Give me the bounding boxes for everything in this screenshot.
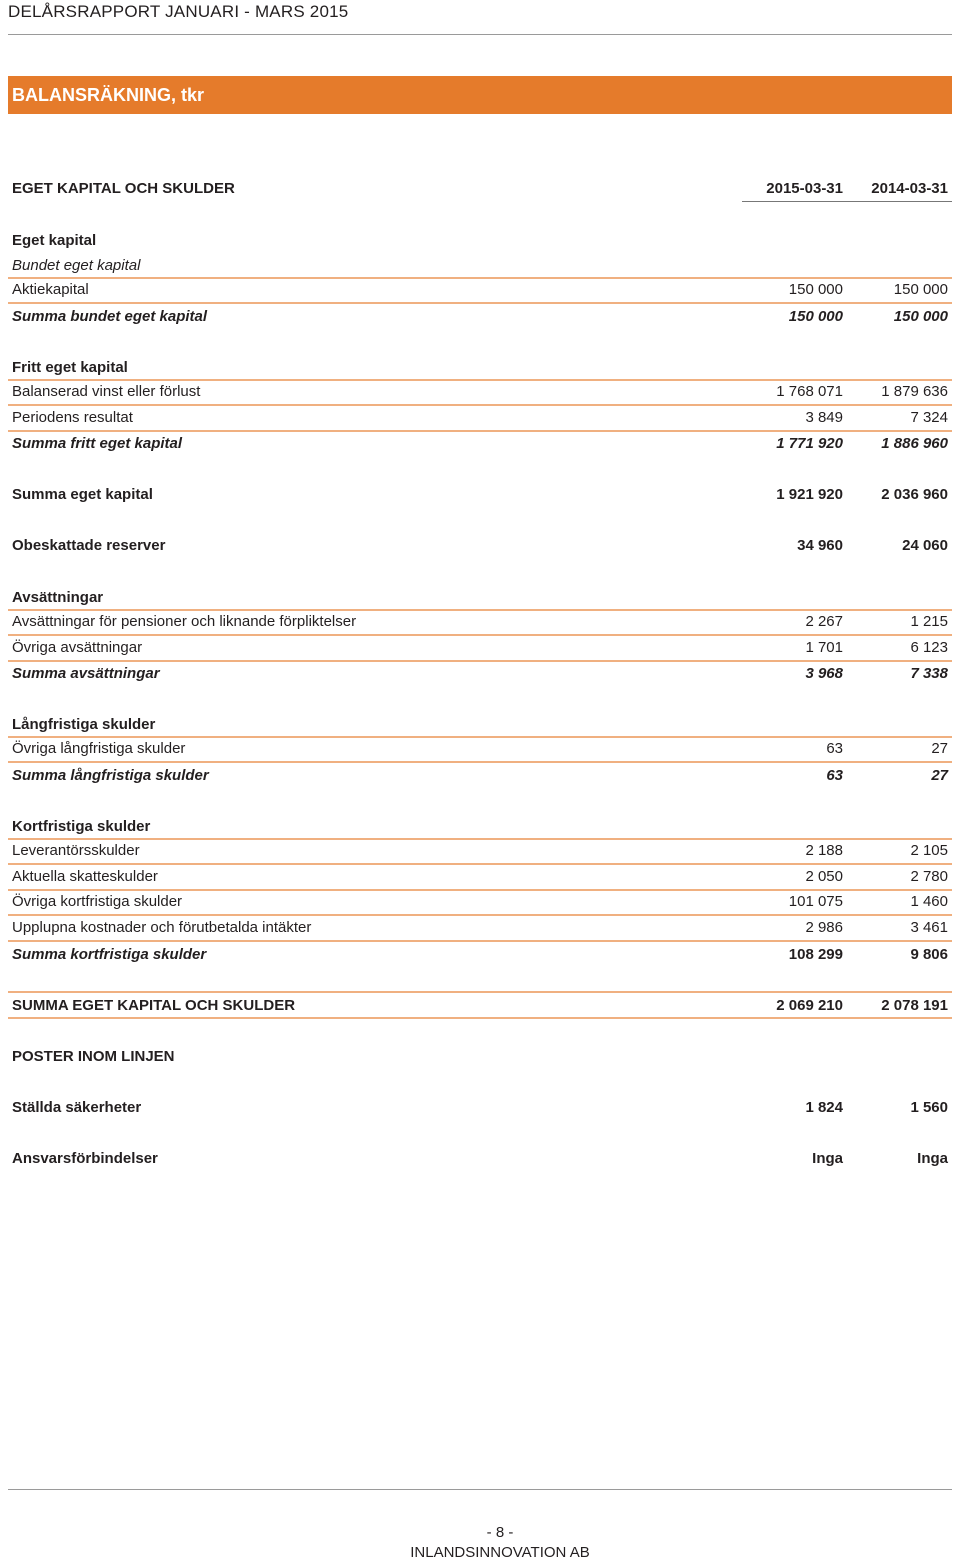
row-value-1: 1 921 920: [776, 486, 843, 503]
section-banner: [8, 76, 952, 114]
row-label: Avsättningar för pensioner och liknande förpliktelser: [12, 613, 357, 630]
row-label: Obeskattade reserver: [12, 537, 166, 554]
row-value-1: 2 069 210: [776, 997, 843, 1014]
row-value-1: 1 824: [805, 1099, 843, 1116]
row-value-2: 9 806: [910, 946, 948, 963]
group-heading: [8, 715, 952, 735]
subgroup-heading: [8, 256, 952, 276]
row-divider: [8, 609, 952, 611]
row-divider: [8, 838, 952, 840]
row-divider: [8, 634, 952, 636]
group-heading: [8, 817, 952, 837]
row-label: Ställda säkerheter: [12, 1099, 142, 1116]
row-divider: [8, 991, 952, 993]
row-label: Periodens resultat: [12, 409, 133, 426]
group-heading: [8, 231, 952, 251]
footer-divider: [8, 1489, 952, 1490]
row-value-2: 2 780: [910, 868, 948, 885]
row-value-1: 2 267: [805, 613, 843, 630]
table-row: [8, 638, 952, 658]
table-row-total: [8, 1098, 952, 1118]
row-divider: [8, 430, 952, 432]
row-label: Balanserad vinst eller förlust: [12, 383, 201, 400]
row-value-2: 1 215: [910, 613, 948, 630]
company-name: INLANDSINNOVATION AB: [410, 1544, 590, 1561]
table-row-subtotal: [8, 766, 952, 786]
page-number: - 8 -: [486, 1524, 514, 1541]
row-value-2: 3 461: [910, 919, 948, 936]
row-label: Summa bundet eget kapital: [12, 308, 208, 325]
group-heading-label: Kortfristiga skulder: [12, 818, 151, 835]
row-value-2: 7 338: [910, 665, 948, 682]
table-row: [8, 739, 952, 759]
row-value-2: 7 324: [910, 409, 948, 426]
section-heading-label: POSTER INOM LINJEN: [12, 1048, 175, 1065]
row-value-2: 1 879 636: [881, 383, 948, 400]
row-divider: [8, 736, 952, 738]
row-label: Övriga avsättningar: [12, 639, 143, 656]
banner-title: BALANSRÄKNING, tkr: [12, 85, 205, 105]
table-row: [8, 918, 952, 938]
section-heading-poster: [8, 1047, 952, 1067]
table-row-subtotal: [8, 945, 952, 965]
row-value-2: 2 036 960: [881, 486, 948, 503]
row-value-1: 2 050: [805, 868, 843, 885]
column-header-row: [8, 179, 952, 199]
subgroup-heading-label: Fritt eget kapital: [12, 359, 128, 376]
row-value-2: 150 000: [893, 308, 948, 325]
row-value-1: 101 075: [788, 893, 843, 910]
row-divider: [8, 660, 952, 662]
table-row: [8, 841, 952, 861]
row-label: Ansvarsförbindelser: [12, 1150, 158, 1167]
table-row: [8, 408, 952, 428]
table-row: [8, 612, 952, 632]
row-value-1: 1 701: [805, 639, 843, 656]
row-value-2: 150 000: [893, 281, 948, 298]
row-value-2: 6 123: [910, 639, 948, 656]
row-value-2: 24 060: [902, 537, 948, 554]
row-value-1: 108 299: [788, 946, 843, 963]
row-value-2: 27: [931, 740, 948, 757]
row-value-1: 150 000: [788, 281, 843, 298]
row-label: Övriga kortfristiga skulder: [12, 893, 183, 910]
table-row-subtotal: [8, 434, 952, 454]
row-value-2: 2 078 191: [881, 997, 948, 1014]
table-row-grand-total: [8, 996, 952, 1016]
table-row-total: [8, 485, 952, 505]
row-value-1: 150 000: [788, 308, 843, 325]
row-value-1: 63: [826, 740, 843, 757]
section-heading: EGET KAPITAL OCH SKULDER: [12, 180, 235, 197]
row-divider: [8, 1017, 952, 1019]
subgroup-heading: [8, 358, 952, 378]
row-label: Övriga långfristiga skulder: [12, 740, 186, 757]
table-row: [8, 892, 952, 912]
row-divider: [8, 940, 952, 942]
row-value-1: 3 968: [805, 665, 843, 682]
row-divider: [8, 889, 952, 891]
row-divider: [8, 302, 952, 304]
row-value-1: 2 188: [805, 842, 843, 859]
row-label: Aktiekapital: [12, 281, 89, 298]
row-value-1: 2 986: [805, 919, 843, 936]
row-value-2: 1 560: [910, 1099, 948, 1116]
page-header: [8, 0, 952, 35]
row-label: Summa långfristiga skulder: [12, 767, 209, 784]
row-value-2: 1 460: [910, 893, 948, 910]
header-underline: [742, 201, 952, 202]
row-label: Upplupna kostnader och förutbetalda intäkter: [12, 919, 312, 936]
row-value-2: 1 886 960: [881, 435, 948, 452]
row-label: Aktuella skatteskulder: [12, 868, 158, 885]
table-row: [8, 382, 952, 402]
row-value-1: 34 960: [797, 537, 843, 554]
group-heading-label: Eget kapital: [12, 232, 97, 249]
row-label: Summa kortfristiga skulder: [12, 946, 207, 963]
row-label: SUMMA EGET KAPITAL OCH SKULDER: [12, 997, 296, 1014]
table-row: [8, 280, 952, 300]
column-date-1: 2015-03-31: [766, 180, 843, 197]
row-value-1: 3 849: [805, 409, 843, 426]
row-divider: [8, 914, 952, 916]
row-value-2: Inga: [917, 1150, 948, 1167]
row-value-1: 1 771 920: [776, 435, 843, 452]
group-heading-label: Avsättningar: [12, 589, 104, 606]
row-value-1: 63: [826, 767, 843, 784]
table-row-total: [8, 536, 952, 556]
table-row-subtotal: [8, 664, 952, 684]
row-value-1: Inga: [812, 1150, 843, 1167]
row-label: Summa avsättningar: [12, 665, 160, 682]
row-value-2: 2 105: [910, 842, 948, 859]
row-label: Leverantörsskulder: [12, 842, 140, 859]
row-divider: [8, 761, 952, 763]
subgroup-heading-label: Bundet eget kapital: [12, 257, 141, 274]
table-row: [8, 867, 952, 887]
group-heading: [8, 588, 952, 608]
column-date-2: 2014-03-31: [871, 180, 948, 197]
table-row-subtotal: [8, 307, 952, 327]
report-title: DELÅRSRAPPORT JANUARI - MARS 2015: [8, 2, 349, 21]
table-row-total: [8, 1149, 952, 1169]
row-value-2: 27: [931, 767, 948, 784]
row-label: Summa fritt eget kapital: [12, 435, 183, 452]
row-value-1: 1 768 071: [776, 383, 843, 400]
row-divider: [8, 379, 952, 381]
row-divider: [8, 277, 952, 279]
row-divider: [8, 863, 952, 865]
row-divider: [8, 404, 952, 406]
row-label: Summa eget kapital: [12, 486, 153, 503]
group-heading-label: Långfristiga skulder: [12, 716, 156, 733]
